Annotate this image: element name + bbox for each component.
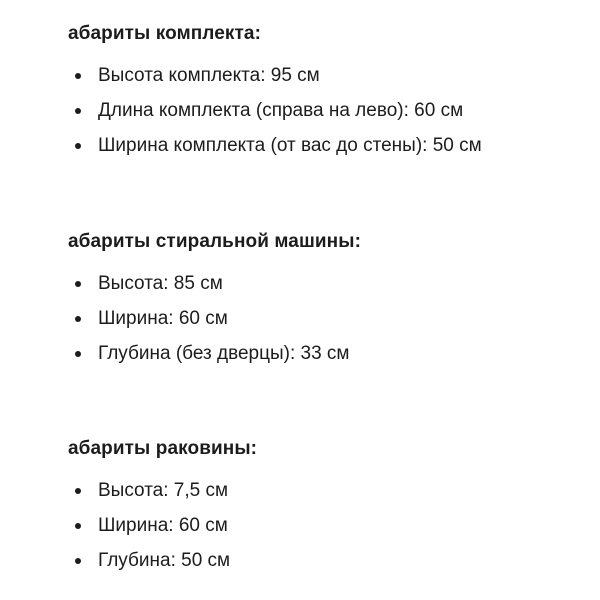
section-heading: абариты раковины:: [68, 438, 258, 459]
bullet-icon: [75, 73, 81, 79]
list-item-text: Высота: 7,5 см: [98, 480, 229, 501]
list-item-text: Ширина: 60 см: [98, 308, 228, 329]
bullet-icon: [75, 108, 81, 114]
bullet-icon: [75, 143, 81, 149]
list-item-text: Глубина (без дверцы): 33 см: [98, 343, 350, 364]
bullet-icon: [75, 351, 81, 357]
section-heading: абариты комплекта:: [68, 23, 262, 44]
bullet-icon: [75, 316, 81, 322]
list-item-text: Высота комплекта: 95 см: [98, 65, 320, 86]
list-item-text: Высота: 85 см: [98, 273, 223, 294]
list-item-text: Ширина комплекта (от вас до стены): 50 см: [98, 135, 482, 156]
list-item-text: Длина комплекта (справа на лево): 60 см: [98, 100, 464, 121]
bullet-icon: [75, 558, 81, 564]
bullet-icon: [75, 281, 81, 287]
list-item-text: Ширина: 60 см: [98, 515, 228, 536]
list-item-text: Глубина: 50 см: [98, 550, 231, 571]
bullet-icon: [75, 488, 81, 494]
section-heading: абариты стиральной машины:: [68, 231, 361, 252]
bullet-icon: [75, 523, 81, 529]
